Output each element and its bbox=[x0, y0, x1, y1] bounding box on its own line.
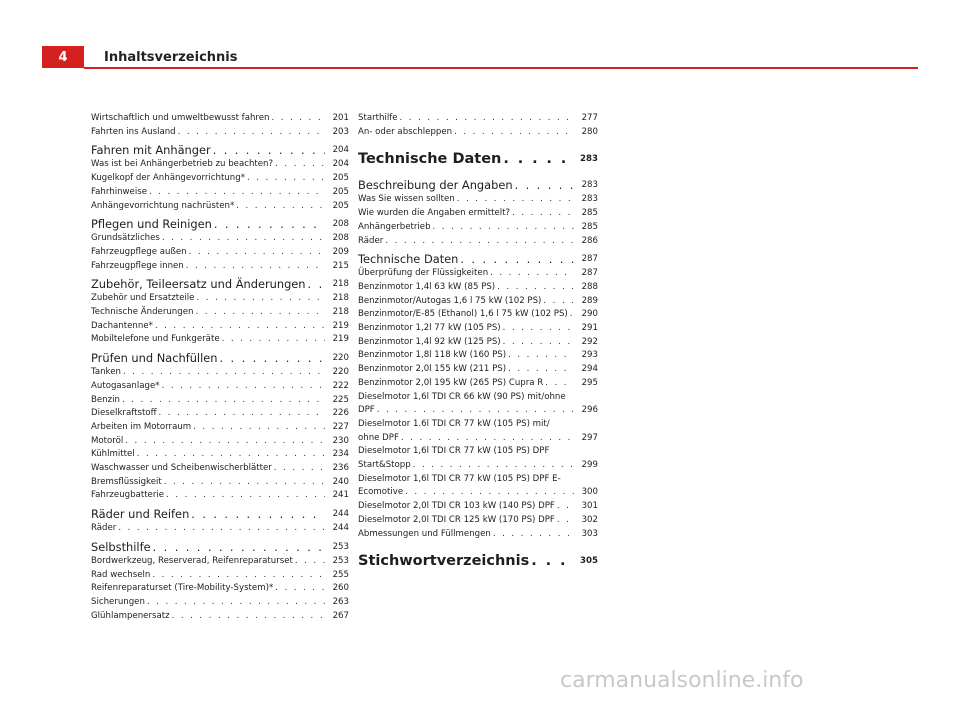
toc-entry-label: Räder bbox=[91, 523, 117, 534]
toc-entry-label: Dieselmotor 2,0l TDI CR 103 kW (140 PS) DPF bbox=[358, 501, 555, 512]
leader-dots bbox=[273, 582, 325, 596]
leader-dots bbox=[529, 551, 574, 571]
toc-entry-label: Fahrzeugpflege innen bbox=[91, 260, 184, 271]
leader-dots bbox=[543, 377, 574, 391]
toc-entry-label: Benzinmotor/E-85 (Ethanol) 1,6 l 75 kW (102 PS) bbox=[358, 309, 568, 320]
toc-entry-label: Fahrten ins Ausland bbox=[91, 126, 176, 137]
toc-entry-page: 267 bbox=[332, 610, 349, 621]
toc-entry-page: 289 bbox=[581, 295, 598, 306]
leader-dots bbox=[189, 506, 325, 522]
toc-entry-page: 285 bbox=[581, 208, 598, 219]
toc-entry-page: 297 bbox=[581, 432, 598, 443]
toc-entry[interactable] bbox=[91, 306, 349, 320]
leader-dots bbox=[135, 448, 325, 462]
toc-entry-page: 219 bbox=[332, 334, 349, 345]
toc-entry-label-line: Dieselmotor 1,6l TDI CR 77 kW (105 PS) DPF E- bbox=[358, 473, 561, 484]
toc-entry-label: Technische Daten bbox=[358, 252, 459, 267]
toc-entry[interactable] bbox=[358, 514, 598, 528]
toc-entry[interactable] bbox=[91, 366, 349, 380]
toc-entry-label: Fahrhinweise bbox=[91, 186, 147, 197]
leader-dots bbox=[187, 246, 325, 260]
toc-entry[interactable] bbox=[91, 610, 349, 624]
toc-entry-label: Benzinmotor 1,4l 92 kW (125 PS) bbox=[358, 336, 501, 347]
toc-entry-label: ohne DPF bbox=[358, 432, 399, 443]
toc-entry[interactable] bbox=[91, 435, 349, 449]
toc-entry-page: 241 bbox=[332, 490, 349, 501]
toc-entry-page: 305 bbox=[580, 556, 598, 567]
toc-entry-page: 253 bbox=[332, 555, 349, 566]
leader-dots bbox=[273, 158, 325, 172]
toc-entry[interactable] bbox=[91, 172, 349, 186]
toc-entry-page: 301 bbox=[581, 501, 598, 512]
toc-entry-page: 283 bbox=[581, 194, 598, 205]
toc-entry[interactable] bbox=[358, 281, 598, 295]
leader-dots bbox=[147, 186, 325, 200]
leader-dots bbox=[488, 267, 574, 281]
page-number: 4 bbox=[42, 46, 84, 68]
toc-entry-page: 226 bbox=[332, 408, 349, 419]
toc-entry[interactable] bbox=[358, 322, 598, 336]
toc-entry[interactable] bbox=[358, 126, 598, 140]
toc-entry-page: 303 bbox=[581, 528, 598, 539]
toc-right-column bbox=[358, 112, 598, 579]
toc-entry-label: Benzinmotor 2,0l 155 kW (211 PS) bbox=[358, 364, 507, 375]
toc-entry-page: 201 bbox=[332, 113, 349, 123]
toc-entry-page: 209 bbox=[332, 246, 349, 257]
toc-entry-label: Pflegen und Reinigen bbox=[91, 217, 212, 232]
toc-entry-page: 290 bbox=[581, 309, 598, 320]
toc-entry[interactable] bbox=[91, 421, 349, 435]
toc-entry-label: Technische Änderungen bbox=[91, 307, 194, 318]
leader-dots bbox=[293, 555, 325, 569]
toc-entry-page: 204 bbox=[332, 159, 349, 170]
toc-entry-label: Prüfen und Nachfüllen bbox=[91, 351, 218, 366]
toc-entry[interactable] bbox=[358, 418, 598, 445]
toc-entry[interactable] bbox=[91, 232, 349, 246]
toc-entry-label: Glühlampenersatz bbox=[91, 610, 170, 621]
toc-entry-label: Zubehör und Ersatzteile bbox=[91, 293, 195, 304]
toc-entry-page: 220 bbox=[332, 353, 349, 364]
toc-entry-page: 253 bbox=[332, 541, 349, 552]
leader-dots bbox=[501, 322, 574, 336]
toc-entry[interactable] bbox=[91, 462, 349, 476]
toc-entry-label: Ecomotive bbox=[358, 487, 404, 498]
toc-entry-page: 286 bbox=[581, 235, 598, 246]
toc-entry-page: 219 bbox=[332, 320, 349, 331]
toc-entry[interactable] bbox=[358, 112, 598, 126]
toc-entry-label: An- oder abschleppen bbox=[358, 126, 453, 137]
toc-entry[interactable] bbox=[91, 292, 349, 306]
toc-entry-label: Dachantenne* bbox=[91, 320, 153, 331]
toc-entry-page: 300 bbox=[581, 487, 598, 498]
toc-entry-label: Was ist bei Anhängerbetrieb zu beachten? bbox=[91, 159, 274, 170]
toc-section-heading[interactable] bbox=[91, 142, 349, 158]
leader-dots bbox=[193, 306, 325, 320]
toc-entry-label: Start&Stopp bbox=[358, 460, 411, 471]
leader-dots bbox=[270, 112, 326, 126]
toc-entry[interactable] bbox=[91, 407, 349, 421]
toc-entry-page: 240 bbox=[332, 476, 349, 487]
toc-entry-page: 208 bbox=[332, 219, 349, 230]
toc-entry-label: Autogasanlage* bbox=[91, 380, 160, 391]
toc-entry-page: 234 bbox=[332, 449, 349, 460]
toc-entry-page: 215 bbox=[332, 260, 349, 271]
toc-entry-label: Anhängevorrichtung nachrüsten* bbox=[91, 200, 235, 211]
leader-dots bbox=[170, 610, 325, 624]
toc-entry-label: Arbeiten im Motorraum bbox=[91, 421, 192, 432]
toc-entry-label: Sicherungen bbox=[91, 596, 145, 607]
toc-entry-page: 293 bbox=[581, 350, 598, 361]
toc-entry-page: 260 bbox=[332, 583, 349, 594]
leader-dots bbox=[212, 216, 325, 232]
leader-dots bbox=[194, 292, 325, 306]
toc-entry-label: Benzinmotor 1,8l 118 kW (160 PS) bbox=[358, 350, 507, 361]
toc-entry[interactable] bbox=[358, 363, 598, 377]
leader-dots bbox=[162, 476, 325, 490]
leader-dots bbox=[150, 569, 325, 583]
toc-left-column bbox=[91, 112, 349, 623]
toc-entry[interactable] bbox=[91, 489, 349, 503]
leader-dots bbox=[220, 333, 325, 347]
toc-entry-page: 204 bbox=[332, 145, 349, 156]
toc-entry-label: Benzin bbox=[91, 394, 120, 405]
toc-entry-page: 302 bbox=[581, 514, 598, 525]
toc-section-heading[interactable] bbox=[358, 251, 598, 267]
toc-entry-label: Dieselkraftstoff bbox=[91, 408, 157, 419]
toc-entry-label: Benzinmotor 1,4l 63 kW (85 PS) bbox=[358, 281, 496, 292]
leader-dots bbox=[555, 500, 574, 514]
toc-entry-label: Fahrzeugbatterie bbox=[91, 490, 165, 501]
leader-dots bbox=[120, 394, 325, 408]
toc-entry-page: 225 bbox=[332, 394, 349, 405]
toc-entry[interactable] bbox=[358, 473, 598, 500]
toc-entry[interactable] bbox=[91, 380, 349, 394]
toc-entry[interactable] bbox=[91, 246, 349, 260]
toc-entry-label: Technische Daten bbox=[358, 151, 502, 168]
toc-entry[interactable] bbox=[91, 333, 349, 347]
toc-entry[interactable] bbox=[91, 596, 349, 610]
toc-entry-page: 205 bbox=[332, 186, 349, 197]
toc-entry-label-line: Dieselmotor 1,6l TDI CR 66 kW (90 PS) mit/ohne bbox=[358, 391, 566, 402]
toc-entry-label: Räder und Reifen bbox=[91, 507, 190, 522]
toc-entry-label: Rad wechseln bbox=[91, 569, 151, 580]
leader-dots bbox=[234, 200, 325, 214]
page-title: Inhaltsverzeichnis bbox=[104, 50, 238, 65]
toc-section-heading[interactable] bbox=[91, 506, 349, 522]
toc-entry-page: 292 bbox=[581, 336, 598, 347]
toc-entry[interactable] bbox=[91, 112, 349, 126]
leader-dots bbox=[491, 528, 574, 542]
toc-entry-label: Mobiltelefone und Funkgeräte bbox=[91, 334, 220, 345]
page-header bbox=[0, 0, 960, 70]
leader-dots bbox=[555, 514, 574, 528]
toc-entry-page: 296 bbox=[581, 405, 598, 416]
leader-dots bbox=[411, 459, 574, 473]
leader-dots bbox=[145, 596, 325, 610]
toc-entry[interactable] bbox=[358, 445, 598, 472]
leader-dots bbox=[501, 149, 574, 169]
leader-dots bbox=[245, 172, 325, 186]
toc-entry-label-line: Dieselmotor 1,6l TDI CR 77 kW (105 PS) DPF bbox=[358, 446, 550, 457]
toc-entry-page: 230 bbox=[332, 435, 349, 446]
leader-dots bbox=[191, 421, 325, 435]
leader-dots bbox=[164, 489, 325, 503]
toc-entry-label: Starthilfe bbox=[358, 113, 398, 123]
toc-entry-label: Benzinmotor/Autogas 1,6 l 75 kW (102 PS) bbox=[358, 295, 542, 306]
toc-entry[interactable] bbox=[91, 186, 349, 200]
leader-dots bbox=[153, 320, 325, 334]
toc-entry-label: Benzinmotor 1,2l 77 kW (105 PS) bbox=[358, 323, 501, 334]
toc-entry-label: Benzinmotor 2,0l 195 kW (265 PS) Cupra R bbox=[358, 377, 544, 388]
toc-entry-label: Fahren mit Anhänger bbox=[91, 143, 211, 158]
toc-entry-label: Dieselmotor 2,0l TDI CR 125 kW (170 PS) DPF bbox=[358, 514, 555, 525]
toc-section-heading[interactable] bbox=[91, 350, 349, 366]
toc-entry[interactable] bbox=[358, 207, 598, 221]
leader-dots bbox=[383, 235, 574, 249]
toc-entry-page: 263 bbox=[332, 596, 349, 607]
toc-entry-page: 295 bbox=[581, 377, 598, 388]
leader-dots bbox=[218, 350, 326, 366]
toc-entry[interactable] bbox=[358, 193, 598, 207]
toc-entry[interactable] bbox=[91, 320, 349, 334]
leader-dots bbox=[452, 126, 574, 140]
toc-entry-label: Motoröl bbox=[91, 435, 124, 446]
leader-dots bbox=[157, 407, 326, 421]
leader-dots bbox=[151, 539, 325, 555]
leader-dots bbox=[506, 349, 574, 363]
leader-dots bbox=[513, 177, 574, 193]
toc-entry-label: DPF bbox=[358, 405, 375, 416]
leader-dots bbox=[455, 193, 574, 207]
toc-entry-page: 236 bbox=[332, 463, 349, 474]
leader-dots bbox=[399, 432, 574, 446]
leader-dots bbox=[184, 260, 325, 274]
toc-entry[interactable] bbox=[91, 448, 349, 462]
toc-entry-page: 280 bbox=[581, 126, 598, 137]
toc-entry-page: 205 bbox=[332, 200, 349, 211]
toc-entry[interactable] bbox=[358, 391, 598, 418]
leader-dots bbox=[121, 366, 325, 380]
toc-entry[interactable] bbox=[358, 377, 598, 391]
leader-dots bbox=[375, 404, 574, 418]
toc-entry[interactable] bbox=[358, 528, 598, 542]
toc-entry-page: 285 bbox=[581, 221, 598, 232]
toc-entry[interactable] bbox=[358, 267, 598, 281]
toc-entry-label: Anhängerbetrieb bbox=[358, 221, 431, 232]
toc-entry[interactable] bbox=[358, 349, 598, 363]
toc-entry-label: Wie wurden die Angaben ermittelt? bbox=[358, 208, 511, 219]
leader-dots bbox=[495, 281, 574, 295]
toc-chapter-heading[interactable] bbox=[358, 551, 598, 571]
toc-entry-page: 227 bbox=[332, 421, 349, 432]
toc-entry-page: 244 bbox=[332, 523, 349, 534]
toc-entry-page: 220 bbox=[332, 367, 349, 378]
toc-entry-page: 218 bbox=[332, 293, 349, 304]
toc-section-heading[interactable] bbox=[91, 276, 349, 292]
toc-entry[interactable] bbox=[358, 221, 598, 235]
toc-entry-page: 208 bbox=[332, 233, 349, 244]
leader-dots bbox=[123, 435, 325, 449]
toc-entry-page: 299 bbox=[581, 460, 598, 471]
toc-entry-page: 218 bbox=[332, 307, 349, 318]
toc-entry-page: 255 bbox=[332, 569, 349, 580]
toc-entry-page: 287 bbox=[581, 254, 598, 265]
toc-entry-label: Was Sie wissen sollten bbox=[358, 194, 455, 205]
toc-entry-label: Bremsflüssigkeit bbox=[91, 476, 162, 487]
toc-entry-page: 205 bbox=[332, 173, 349, 184]
leader-dots bbox=[272, 462, 325, 476]
toc-entry-label: Bordwerkzeug, Reserverad, Reifenreparaturset bbox=[91, 555, 293, 566]
toc-chapter-heading[interactable] bbox=[358, 149, 598, 169]
toc-entry-label: Beschreibung der Angaben bbox=[358, 178, 513, 193]
toc-entry-label: Zubehör, Teileersatz und Änderungen bbox=[91, 277, 306, 292]
toc-entry-page: 294 bbox=[581, 364, 598, 375]
toc-entry[interactable] bbox=[91, 200, 349, 214]
toc-entry-label: Selbsthilfe bbox=[91, 539, 151, 554]
toc-entry-page: 283 bbox=[581, 180, 598, 191]
leader-dots bbox=[398, 112, 574, 126]
header-divider bbox=[84, 67, 918, 69]
toc-entry-page: 288 bbox=[581, 281, 598, 292]
toc-entry[interactable] bbox=[91, 394, 349, 408]
toc-entry-label: Räder bbox=[358, 235, 384, 246]
leader-dots bbox=[160, 380, 325, 394]
toc-entry-label: Stichwortverzeichnis bbox=[358, 553, 530, 570]
toc-entry-page: 291 bbox=[581, 323, 598, 334]
toc-entry[interactable] bbox=[91, 555, 349, 569]
leader-dots bbox=[160, 232, 325, 246]
leader-dots bbox=[506, 363, 574, 377]
toc-entry-label: Überprüfung der Flüssigkeiten bbox=[358, 268, 489, 279]
leader-dots bbox=[403, 486, 574, 500]
toc-entry[interactable] bbox=[91, 522, 349, 536]
toc-entry[interactable] bbox=[91, 569, 349, 583]
toc-entry[interactable] bbox=[358, 295, 598, 309]
toc-entry[interactable] bbox=[358, 308, 598, 322]
toc-entry[interactable] bbox=[358, 336, 598, 350]
toc-entry-page: 203 bbox=[332, 126, 349, 137]
leader-dots bbox=[510, 207, 574, 221]
toc-entry[interactable] bbox=[358, 500, 598, 514]
toc-entry[interactable] bbox=[91, 126, 349, 140]
leader-dots bbox=[176, 126, 325, 140]
leader-dots bbox=[211, 142, 325, 158]
toc-entry[interactable] bbox=[91, 476, 349, 490]
toc-entry-label: Tanken bbox=[91, 367, 121, 378]
toc-entry-page: 244 bbox=[332, 509, 349, 520]
toc-entry-label: Kugelkopf der Anhängevorrichtung* bbox=[91, 173, 245, 184]
toc-entry-label: Kühlmittel bbox=[91, 449, 135, 460]
leader-dots bbox=[116, 522, 325, 536]
toc-entry-page: 222 bbox=[332, 380, 349, 391]
toc-section-heading[interactable] bbox=[358, 177, 598, 193]
toc-section-heading[interactable] bbox=[91, 216, 349, 232]
toc-entry[interactable] bbox=[91, 158, 349, 172]
leader-dots bbox=[458, 251, 574, 267]
toc-section-heading[interactable] bbox=[91, 539, 349, 555]
leader-dots bbox=[501, 336, 574, 350]
toc-entry-label: Grundsätzliches bbox=[91, 233, 160, 244]
leader-dots bbox=[431, 221, 574, 235]
toc-entry[interactable] bbox=[358, 235, 598, 249]
toc-entry-label: Fahrzeugpflege außen bbox=[91, 246, 187, 257]
toc-entry-page: 277 bbox=[581, 113, 598, 123]
toc-entry-page: 287 bbox=[581, 268, 598, 279]
toc-entry[interactable] bbox=[91, 582, 349, 596]
toc-entry[interactable] bbox=[91, 260, 349, 274]
toc-entry-label: Reifenreparaturset (Tire-Mobility-System)* bbox=[91, 583, 274, 594]
toc-entry-label: Waschwasser und Scheibenwischerblätter bbox=[91, 463, 272, 474]
toc-entry-page: 218 bbox=[332, 279, 349, 290]
toc-entry-page: 283 bbox=[580, 154, 598, 165]
leader-dots bbox=[541, 295, 574, 309]
toc-entry-label: Wirtschaftlich und umweltbewusst fahren bbox=[91, 113, 270, 123]
watermark: carmanualsonline.info bbox=[560, 668, 804, 693]
toc-entry-label: Abmessungen und Füllmengen bbox=[358, 528, 491, 539]
leader-dots bbox=[306, 276, 325, 292]
toc-entry-label-line: Dieselmotor 1.6l TDI CR 77 kW (105 PS) mit/ bbox=[358, 418, 550, 429]
